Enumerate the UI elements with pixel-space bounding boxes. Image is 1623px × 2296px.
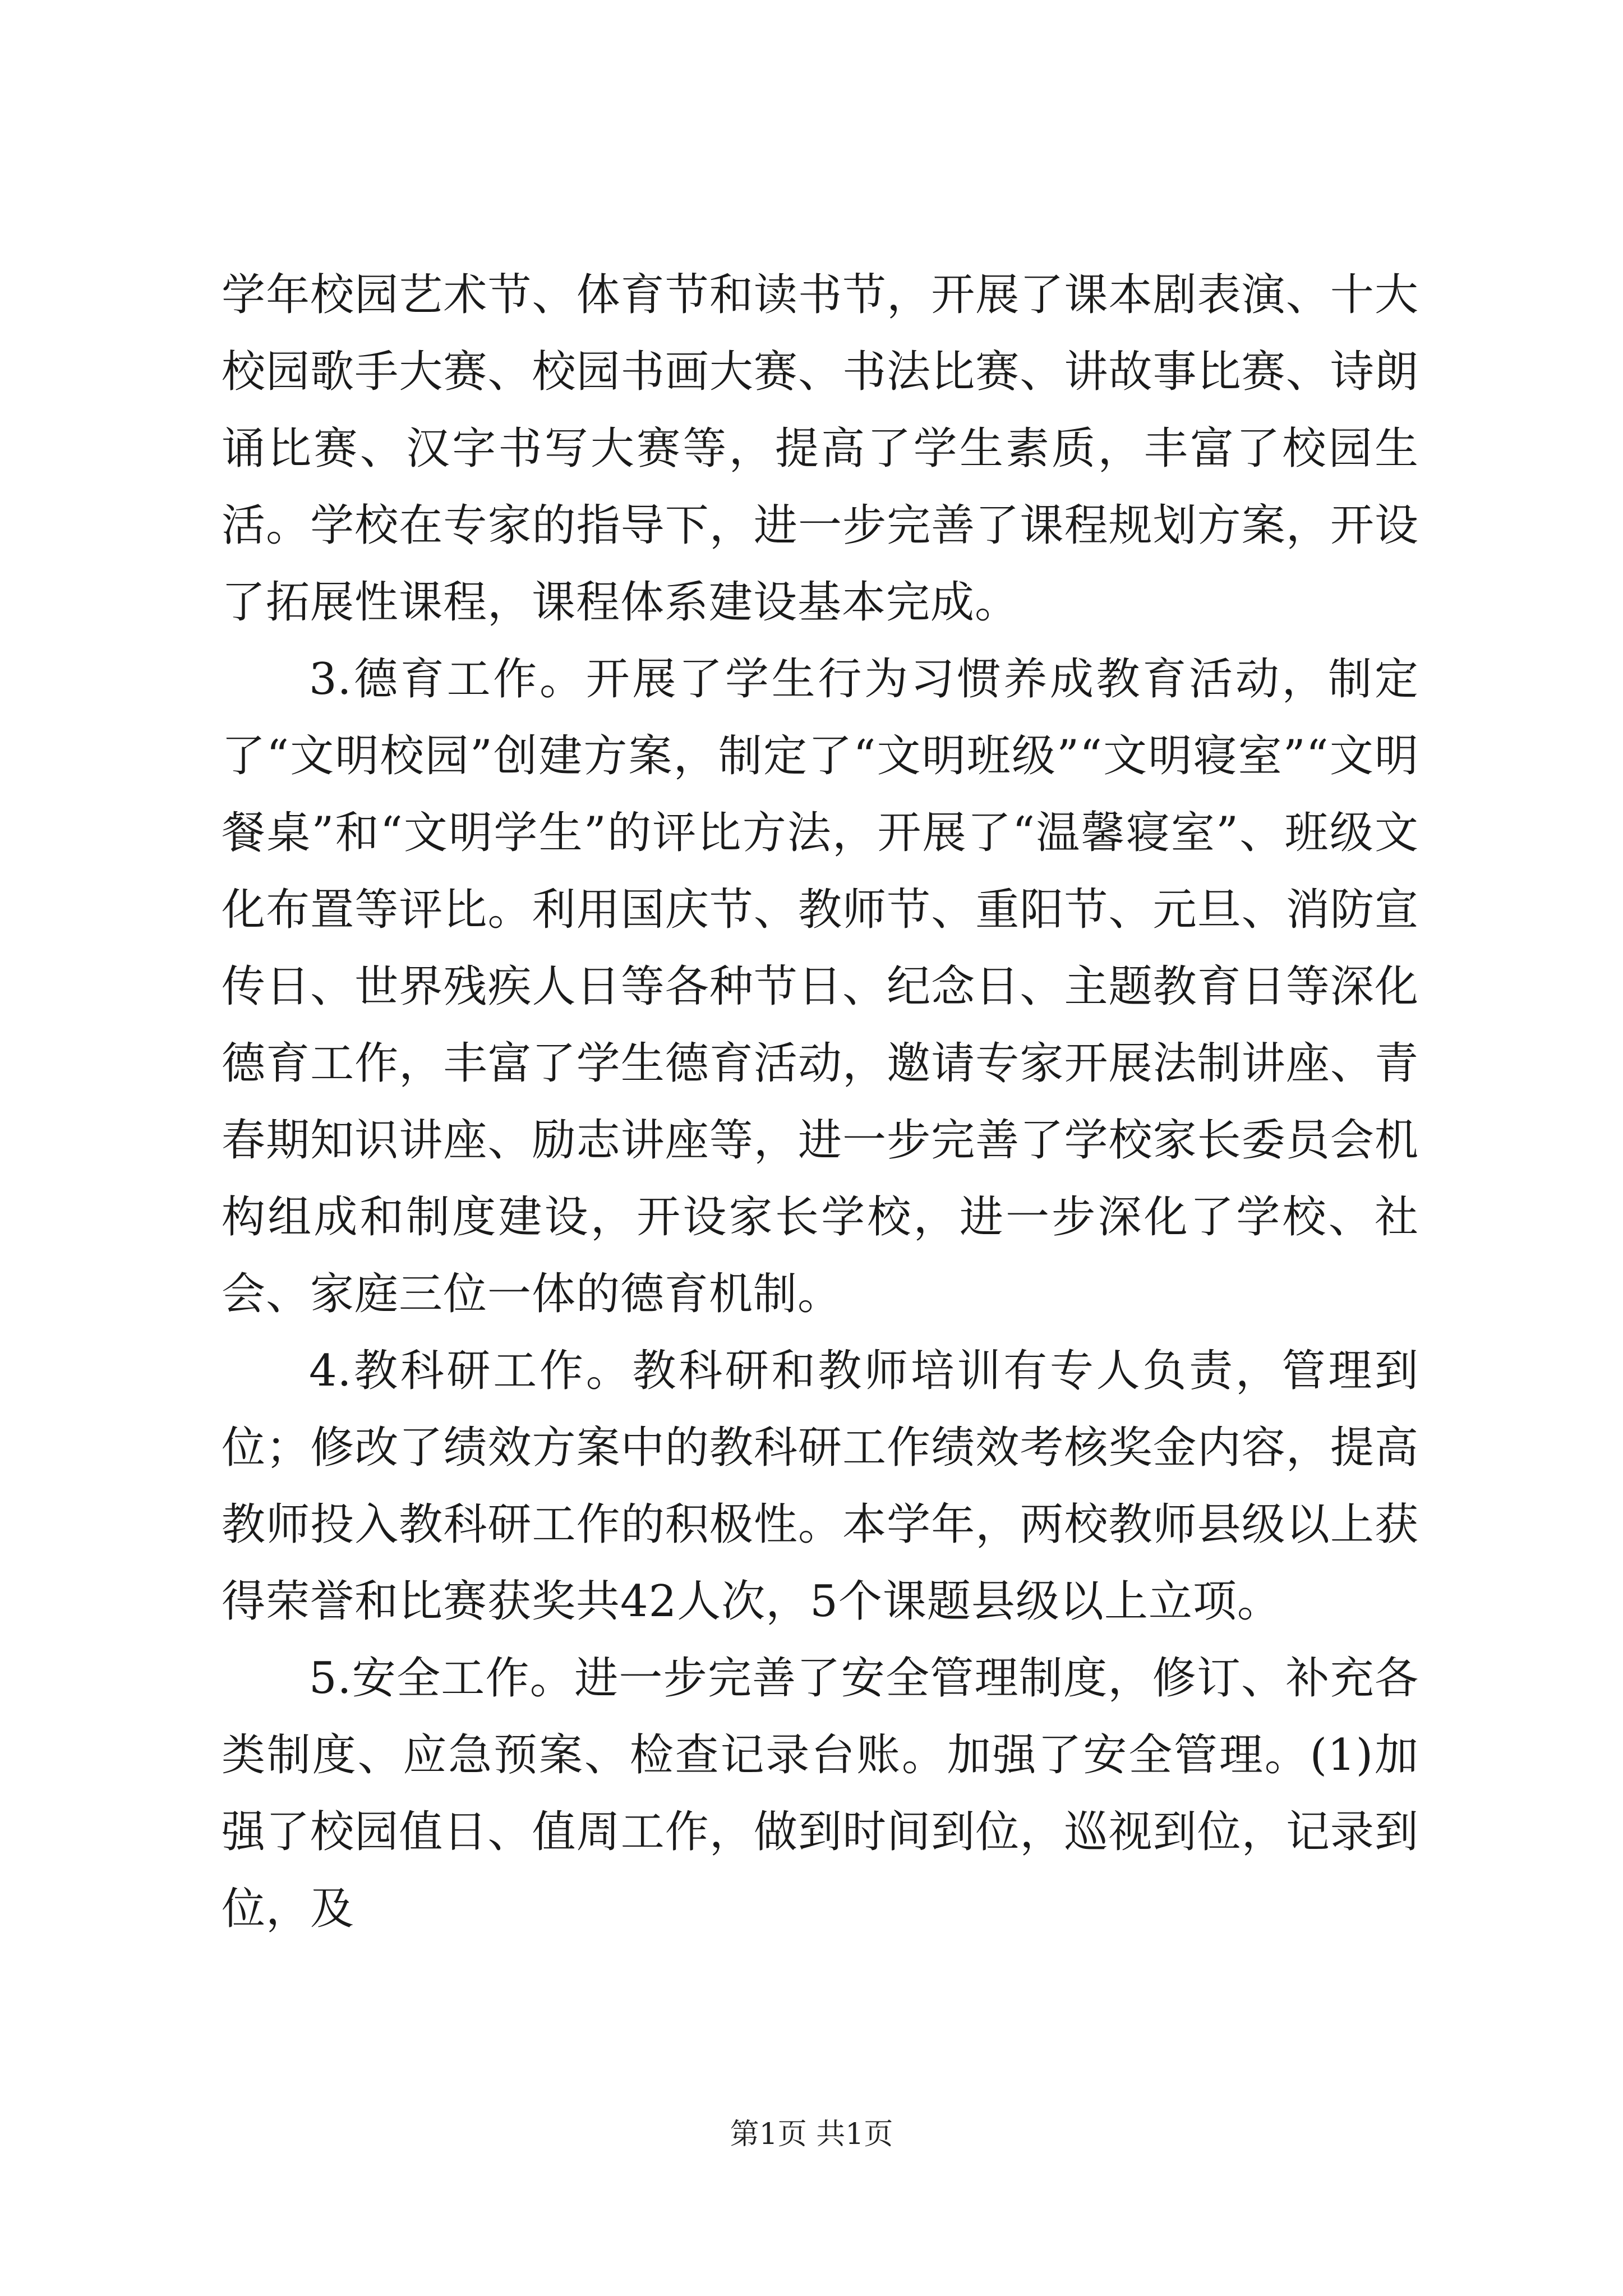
page-footer: 第1页 共1页 <box>730 2118 893 2151</box>
paragraph-safety: 5.安全工作。进一步完善了安全管理制度，修订、补充各类制度、应急预案、检查记录台账。加强了安全管理。(1)加强了校园值日、值周工作，做到时间到位，巡视到位，记录到位，及 <box>222 1653 1419 1934</box>
document-body <box>222 257 1419 1948</box>
paragraph-moral-education: 3.德育工作。开展了学生行为习惯养成教育活动，制定了“文明校园”创建方案，制定了“文明班级”“文明寝室”“文明餐桌”和“文明学生”的评比方法，开展了“温馨寝室”、班级文化布置等评比。利用国庆节、教师节、重阳节、元旦、消防宣传日、世界残疾人日等各种节日、纪念日、主题教育日等深化德育工作，丰富了学生德育活动，邀请专家开展法制讲座、青春期知识讲座、励志讲座等，进一步完善了学校家长委员会机构组成和制度建设，开设家长学校，进一步深化了学校、社会、家庭三位一体的德育机制。 <box>222 654 1419 1319</box>
paragraph-research: 4.教科研工作。教科研和教师培训有专人负责，管理到位；修改了绩效方案中的教科研工作绩效考核奖金内容，提高教师投入教科研工作的积极性。本学年，两校教师县级以上获得荣誉和比赛获奖共42人次，5个课题县级以上立项。 <box>222 1346 1419 1627</box>
paragraph-activities: 学年校园艺术节、体育节和读书节，开展了课本剧表演、十大校园歌手大赛、校园书画大赛、书法比赛、讲故事比赛、诗朗诵比赛、汉字书写大赛等，提高了学生素质，丰富了校园生活。学校在专家的指导下，进一步完善了课程规划方案，开设了拓展性课程，课程体系建设基本完成。 <box>222 270 1419 628</box>
